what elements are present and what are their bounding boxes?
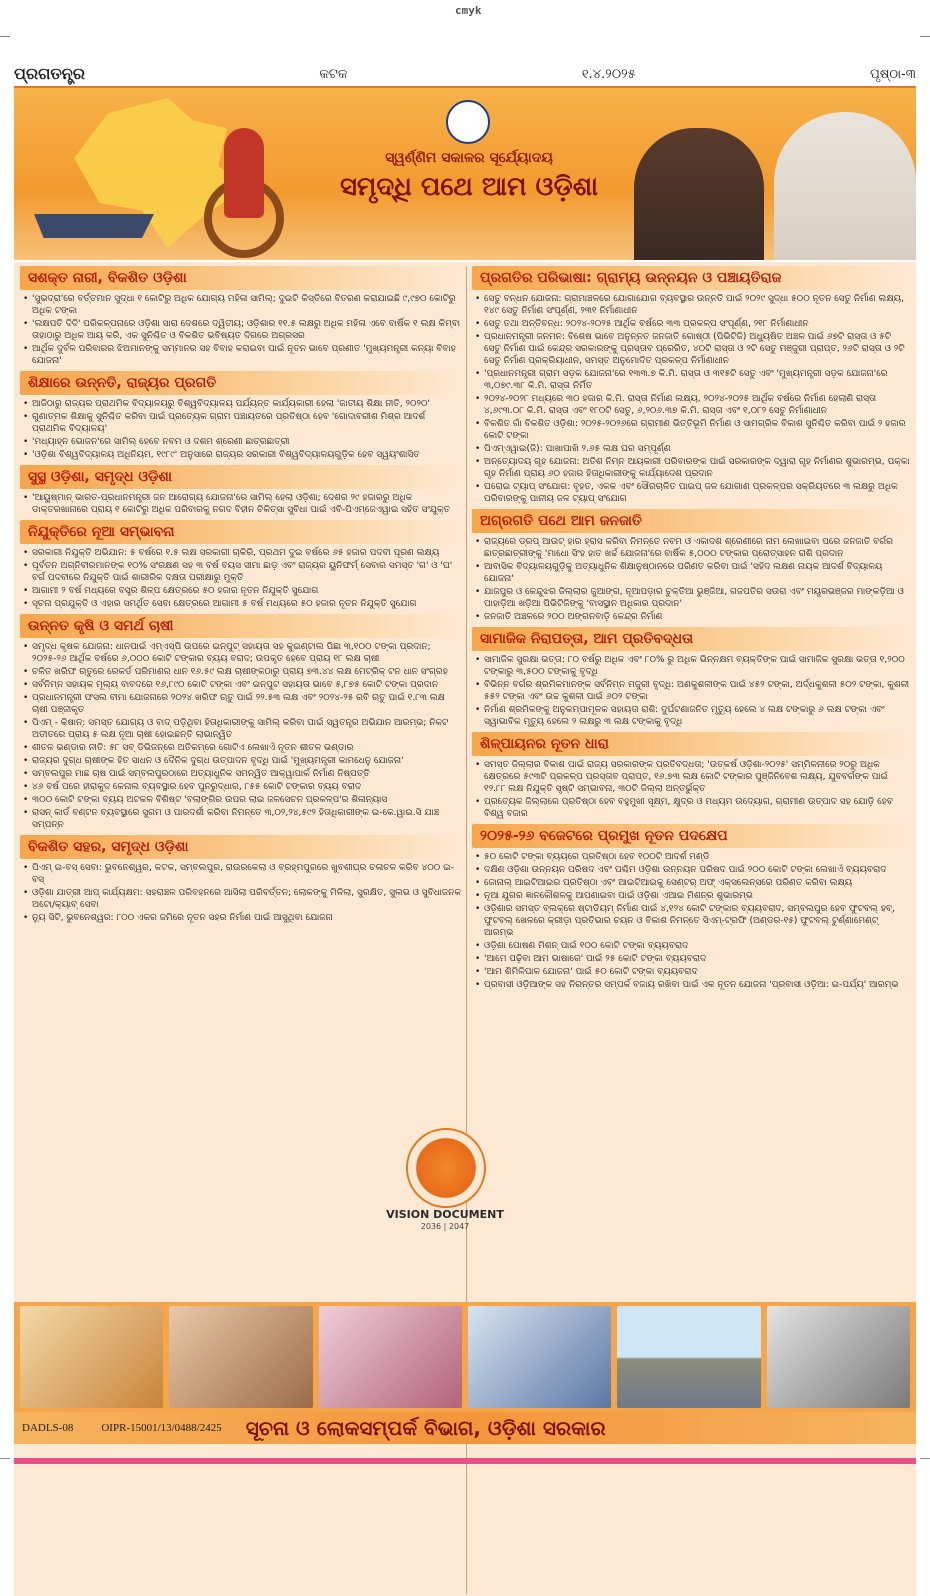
- bullet-item: • ୫୦ କୋଟି ଟଙ୍କା ବ୍ୟୟରେ ପ୍ରତିଷ୍ଠା ହେବ ୧୦୦ଟି ଆଦର୍ଶ ମଣ୍ଡି: [484, 851, 910, 863]
- bullet-item: • ସର୍ବନିମ୍ନ ସହାୟକ ମୂଲ୍ୟ ବାବଦରେ ୧୬,୮୯୦ କୋଟି ଟଙ୍କା ଏବଂ ଇନ୍‌ପୁଟ ସହାୟତା ଭାବେ ୫,୮୭୫ କୋଟି ଟଙ୍କା ପ୍ରଦାନ: [32, 679, 462, 691]
- footer-code-right: OIPR-15001/13/0488/2425: [101, 1422, 222, 1434]
- bullet-item: • ଆଜିଠାରୁ ରାଜ୍ୟର ପ୍ରାଥମିକ ବିଦ୍ୟାଳୟରୁ ବିଶ୍ୱବିଦ୍ୟାଳୟ ପର୍ଯ୍ୟନ୍ତ କାର୍ଯ୍ୟକାରୀ ହେଲା 'ଜାତୀୟ ଶିକ୍ଷା ନୀତି, ୨୦୨୦': [32, 398, 462, 410]
- bullet-item: • ଜୋନାଲ୍ ଆଇଟିଆଇର ପ୍ରତିଷ୍ଠା ଏବଂ ଆଇଟିଆଇକୁ ସେଣ୍ଟର୍ ଅଫ୍ ଏକ୍ସଲେନ୍ସରେ ପରିଣତ କରିବା ଲକ୍ଷ୍ୟ: [484, 877, 910, 889]
- event-photo: [20, 1306, 163, 1408]
- classroom-photo: [468, 1306, 611, 1408]
- department-name: ସୂଚନା ଓ ଲୋକସମ୍ପର୍କ ବିଭାଗ, ଓଡ଼ିଶା ସରକାର: [245, 1416, 606, 1440]
- bullet-item: • ଯାଜପୁର ଓ କେନ୍ଦୁଝର ଜିଲ୍ଲାର ଜୁଆଙ୍ଗ, ନୂଆପଡ଼ାର ଚୁକ୍ତିଆ ଭୁଞ୍ଜିଆ, ଗଜପତିର ସଉରା ଏବଂ ମୟୂରଭଞ୍ଜର ମାଙ୍କଡ଼ିଆ ଓ ପାହାଡ଼ିଆ ଖଡ଼ିଆ ପିଭିଟିଜିଙ୍କୁ 'ବାସସ୍ଥାନ ଅଧିକାର ପ୍ରଦାନ': [484, 586, 910, 610]
- crop-mark: [920, 36, 930, 37]
- section: [20, 465, 462, 516]
- page-footer: [14, 1412, 916, 1444]
- section: [472, 627, 910, 728]
- bullet-item: • 'ଆୟୁଷ୍ମାନ୍ ଭାରତ-ପ୍ରଧାନମନ୍ତ୍ରୀ ଜନ ଆରୋଗ୍ୟ ଯୋଜନା'ରେ ସାମିଲ୍ ହେଲା ଓଡ଼ିଶା; ଦେଶର ୨୯ ହଜାରରୁ ଅଧିକ ଡାକ୍ତରଖାନାରେ ପ୍ରାୟ ୧ କୋଟିରୁ ଅଧିକ ପରିବାରକୁ ନଗଦ ବିହୀନ ଚିକିତ୍ସା ସୁବିଧା ପାଇଁ ଏବି-ପିଏମ୍‌ଜେଏୱାଇ ସହିତ ସଂଯୁକ୍ତ: [32, 492, 462, 516]
- bullet-item: • ବିଭିନ୍ନ ବର୍ଗର ଶ୍ରମିକମାନଙ୍କ ସର୍ବନିମ୍ନ ମଜୁରୀ ବୃଦ୍ଧି: ଅଣକୁଶଳୀଙ୍କ ପାଇଁ ୪୫୨ ଟଙ୍କା, ଅର୍ଦ୍ଧକୁଶଳୀ ୫୦୨ ଟଙ୍କା, କୁଶଳୀ ୫୫୨ ଟଙ୍କା ଏବଂ ଉଚ୍ଚ କୁଶଳୀ ପାଇଁ ୬୦୨ ଟଙ୍କା: [484, 679, 910, 703]
- section: [472, 824, 910, 991]
- color-bar: [14, 1458, 916, 1464]
- banner-slogan: ସମୃଦ୍ଧି ପଥେ ଆମ ଓଡ଼ିଶା: [339, 172, 599, 202]
- section-title: ନିଯୁକ୍ତିରେ ନୂଆ ସମ୍ଭାବନା: [20, 520, 462, 544]
- section: [20, 835, 462, 924]
- bullet-item: • ଶୀତଳ ଭଣ୍ଡାର ନୀତି: ୫୮ ସବ୍ ଡିଭିଜନ୍‌ରେ ଅତିକମ୍‌ରେ ଗୋଟିଏ ଲେଖାଏଁ ନୂତନ ଶୀତଳ ଭଣ୍ଡାର: [32, 742, 462, 754]
- page-number: ପୃଷ୍ଠା-୩: [870, 66, 916, 82]
- bullet-list: [20, 547, 462, 610]
- bullet-item: • ଅନ୍ତ୍ୟୋଦୟ ଗୃହ ଯୋଜନା: ଅତିଶ ନିମ୍ନ ଆୟକାରୀ ପରିବାରଙ୍କ ପାଇଁ ସରକାରଙ୍କ ଦ୍ୱାରା ଗୃହ ନିର୍ମାଣର ଶୁଭାରମ୍ଭ, ପକ୍କା ଗୃହ ନିର୍ମାଣ ପ୍ରାୟ ୬୦ ହଜାର ହିତାଧିକାରୀଙ୍କୁ କାର୍ଯ୍ୟାଦେଶ ପ୍ରଦାନ: [484, 456, 910, 480]
- left-column: [20, 266, 462, 928]
- crop-mark: [920, 1458, 930, 1459]
- bullet-list: [20, 293, 462, 367]
- section-title: ଶିକ୍ଷାରେ ଉନ୍ନତି, ରାଜ୍ୟର ପ୍ରଗତି: [20, 371, 462, 395]
- bullet-item: • ଓଡ଼ିଶା ଯାତ୍ରୀ ଆପ୍ କାର୍ଯ୍ୟକ୍ଷମ: ସହରାଞ୍ଚଳ ପରିବହନରେ ଆସିଲା ପରିବର୍ତ୍ତନ; ଲୋକଙ୍କୁ ମିଳିଲା, ସୁରକ୍ଷିତ, ସୁଲଭ ଓ ସୁବିଧାଜନକ ଅଟୋ/କ୍ୟାବ୍ ସେବା: [32, 887, 462, 911]
- bullet-item: • ଗୁଣାତ୍ମକ ଶିକ୍ଷାକୁ ସୁନିଶ୍ଚିତ କରିବା ପାଇଁ ପ୍ରତ୍ୟେକ ଗ୍ରାମ ପଞ୍ଚାୟତରେ ପ୍ରତିଷ୍ଠା ହେବ 'ଗୋଦାବରୀଶ ମିଶ୍ର ଆଦର୍ଶ ପ୍ରାଥମିକ ବିଦ୍ୟାଳୟ': [32, 411, 462, 435]
- bullet-list: [472, 759, 910, 820]
- bullet-item: • ସମ୍ବଲପୁର ମାଛ ଚାଷ ପାଇଁ ସମ୍ବଲପୁରଠାରେ ଅତ୍ୟାଧୁନିକ ସମନ୍ୱିତ ଆକ୍ୱାପାର୍କ ନିର୍ମାଣ ନିଷ୍ପତ୍ତି: [32, 768, 462, 780]
- prime-minister-photo: [774, 112, 916, 260]
- bullet-item: • ଦକ୍ଷିଣ ଓଡ଼ିଶା ଉନ୍ନୟନ ପରିଷଦ ଏବଂ ପଶ୍ଚିମ ଓଡ଼ିଶା ଉନ୍ନୟନ ପରିଷଦ ପାଇଁ ୨୦୦ କୋଟି ଟଙ୍କା ଲେଖାଏଁ ବ୍ୟୟବରାଦ: [484, 864, 910, 876]
- bullet-item: • 'ଆମେ ପଢ଼ିବା ଆମ ଭାଷାରେ' ପାଇଁ ୨୫ କୋଟି ଟଙ୍କା ବ୍ୟୟବରାଦ: [484, 953, 910, 965]
- registration-mark-top: cmyk: [455, 4, 482, 17]
- bullet-item: • ଘରୋଇ ଟ୍ୟାପ୍ ସଂଯୋଗ: ବୃହତ, ଏକକ ଏବଂ ସୌରଚାଳିତ ପାଇପ୍ ଜଳ ଯୋଗାଣ ପ୍ରକଳ୍ପର ସକ୍ରିୟତରେ ୩ ଲକ୍ଷରୁ ଅଧିକ ପରିବାରଙ୍କୁ ପାନୀୟ ଜଳ ଟ୍ୟାପ୍ ସଂଯୋଗ: [484, 481, 910, 505]
- bullet-list: [472, 654, 910, 728]
- vision-document-badge: [376, 1128, 514, 1246]
- bullet-item: • ସେତୁ ବନ୍ଧନ ଯୋଜନା: ଗ୍ରାମାଞ୍ଚଳରେ ଯୋଗାଯୋଗ ବ୍ୟବସ୍ଥାର ଉନ୍ନତି ପାଇଁ ୨୦୨୯ ସୁଦ୍ଧା ୫୦୦ ନୂତନ ସେତୁ ନିର୍ମାଣ ଲକ୍ଷ୍ୟ, ୧୪୯ ସେତୁ ନିର୍ମାଣ ସଂପୂର୍ଣ୍ଣ, ୨୩୧ ନିର୍ମାଣାଧୀନ: [484, 293, 910, 317]
- bridge-photo: [617, 1306, 760, 1408]
- bullet-item: • 'ପ୍ରଧାନମନ୍ତ୍ରୀ ଗ୍ରାମ ସଡ଼କ ଯୋଜନା'ରେ ୧୩୩.୭ କି.ମି. ରାସ୍ତା ଓ ୩୧୫ଟି ସେତୁ ଏବଂ 'ମୁଖ୍ୟମନ୍ତ୍ରୀ ସଡ଼କ ଯୋଜନା'ରେ ୩,୦୭୯.୩୮ କି.ମି. ରାସ୍ତା ନିର୍ମିତ: [484, 368, 910, 392]
- bullet-item: • ପ୍ରଧାନମନ୍ତ୍ରୀ ଜନମନ: ବିଶେଷ ଭାବେ ଅନୁନ୍ନତ ଜନଜାତି ଗୋଷ୍ଠୀ (ପିଭିଟିଜି) ଅଧ୍ୟୁଷିତ ଅଞ୍ଚଳ ପାଇଁ ୬୭ଟି ରାସ୍ତା ଓ ୫ଟି ସେତୁ ନିର୍ମାଣ ପାଇଁ କେନ୍ଦ୍ର ସରକାରଙ୍କୁ ପ୍ରସ୍ତାବ ପ୍ରେରିତ, ୪୦ଟି ରାସ୍ତା ଓ ୨ଟି ସେତୁ ମଞ୍ଜୁରୀ ପ୍ରାପ୍ତ, ୨୬ଟି ରାସ୍ତା ଓ ୨ଟି ସେତୁ ନିର୍ମାଣ ପ୍ରକ୍ରିୟାଧୀନ, ସମସ୍ତ ଅନୁମୋଦିତ ପ୍ରକଳ୍ପ ନିର୍ମାଣାଧୀନ: [484, 331, 910, 367]
- bullet-item: • ପିଏମ୍‌ଏୱାଇ(ଜି): ପାଖାପାଖି ୨.୬୫ ଲକ୍ଷ ଘର ସମ୍ପୂର୍ଣ୍ଣ: [484, 443, 910, 455]
- bullet-item: • ସେତୁ ତଥା ଅନ୍ତିବନ୍ଧ: ୨୦୨୪-୨୦୨୫ ଆର୍ଥିକ ବର୍ଷରେ ୩୩ ପ୍ରକଳ୍ପ ସଂପୂର୍ଣ୍ଣ, ୨୧୮ ନିର୍ମାଣାଧୀନ: [484, 318, 910, 330]
- bullet-list: [20, 492, 462, 516]
- bullet-item: • 'ମଧ୍ୟାହ୍ନ ଭୋଜନ'ରେ ସାମିଲ୍ ହେବେ ନବମ ଓ ଦଶମ ଶ୍ରେଣୀ ଛାତ୍ରଛାତ୍ରୀ: [32, 436, 462, 448]
- bullet-item: • ୩୦୦ କୋଟି ଟଙ୍କା ବ୍ୟୟ ଅଟକଳ ବିଶିଷ୍ଟ 'ବଲାଙ୍ଗିର ଉପର ଲାଇ ଜଳସେଚନ ପ୍ରକଳ୍ପ'ର ଶିଳାନ୍ୟାସ: [32, 794, 462, 806]
- bullet-list: [472, 293, 910, 505]
- section-title: ପ୍ରଗତିର ପରିଭାଷା: ଗ୍ରାମ୍ୟ ଉନ୍ନୟନ ଓ ପଞ୍ଚାୟତିରାଜ: [472, 266, 910, 290]
- bullet-item: • ଚଳିତ ଖରିଫ ଋତୁରେ ରେକର୍ଡ ପରିମାଣର ଧାନ ୧୬.୫୯ ଲକ୍ଷ ଚାଷୀଙ୍କଠାରୁ ପ୍ରାୟ ୭୩.୪୪ ଲକ୍ଷ ମେଟ୍ରିକ୍ ଟନ ଧାନ ସଂଗ୍ରହ: [32, 666, 462, 678]
- banner-tagline: ସ୍ୱର୍ଣ୍ଣିମ ସକାଳର ସୂର୍ଯ୍ୟୋଦୟ: [385, 150, 553, 166]
- section: [20, 614, 462, 831]
- section: [472, 509, 910, 623]
- crop-mark: [0, 36, 10, 37]
- bullet-item: • ପ୍ରଧାନମନ୍ତ୍ରୀ ଫସଲ ବୀମା ଯୋଜନାରେ ୨୦୨୪ ଖରିଫ ଋତୁ ପାଇଁ ୨୨.୫୩ ଲକ୍ଷ ଏବଂ ୨୦୨୪-୨୫ ରବି ଋତୁ ପାଇଁ ୧.୮୩ ଲକ୍ଷ ଚାଷୀ ପଞ୍ଜୀକୃତ: [32, 692, 462, 716]
- bullet-item: • ରାଜ୍ୟରେ ଡ୍ରପ୍ ଆଉଟ୍ ହାର ହ୍ରାସ କରିବା ନିମନ୍ତେ ନବମ ଓ ଏକାଦଶ ଶ୍ରେଣୀରେ ନାମ ଲେଖାଇବା ପରେ ଜନଜାତି ବର୍ଗର ଛାତ୍ରଛାତ୍ରୀଙ୍କୁ 'ମାଧୋ ସିଂହ ହାତ ଖର୍ଚ୍ଚ ଯୋଜନା'ରେ ବାର୍ଷିକ ୫,୦୦୦ ଟଙ୍କାର ପ୍ରୋତ୍ସାହନ ରାଶି ପ୍ରଦାନ: [484, 536, 910, 560]
- bullet-item: • ସାମାଜିକ ସୁରକ୍ଷା ଭତ୍ତା: ୮୦ ବର୍ଷରୁ ଅଧିକ ଏବଂ ୮୦% ରୁ ଅଧିକ ଭିନ୍ନକ୍ଷମ ବ୍ୟକ୍ତିଙ୍କ ପାଇଁ ସାମାଜିକ ସୁରକ୍ଷା ଭତ୍ତା ୧,୨୦୦ ଟଙ୍କାରୁ ୩,୫୦୦ ଟଙ୍କାକୁ ବୃଦ୍ଧି: [484, 654, 910, 678]
- bullet-item: • ଓଡ଼ିଶାର ସମସ୍ତ ବ୍ଲକ୍‌ରେ ଷ୍ଟାଡିୟମ୍ ନିର୍ମାଣ ପାଇଁ ୪,୧୨୪ କୋଟି ଟଙ୍କାର ବ୍ୟୟବରାଦ, ସମ୍ବଲପୁର ହେବ ଫୁଟବଲ୍ ହବ୍, ଫୁଟବଲ୍ ଖେଳରେ କ୍ରୀଡ଼ା ପ୍ରତିଭାର ଚୟନ ଓ ବିକାଶ ନିମନ୍ତେ ସିଏମ୍-ଟ୍ରଫି (ଅଣ୍ଡର-୧୫) ଫୁଟବଲ୍ ଟୁର୍ଣ୍ଣାମେଣ୍ଟ୍ ଆରମ୍ଭ: [484, 903, 910, 939]
- bullet-list: [20, 641, 462, 831]
- right-column: [472, 266, 910, 995]
- bullet-item: • ସମୃଦ୍ଧ କୃଷକ ଯୋଜନା: ଧାନପାଇଁ ଏମ୍‌ଏସ୍‌ପି ଉପରେ ଇନ୍‌ପୁଟ୍ ସହାୟତା ସହ କୁଇଣ୍ଟାଲ ପିଛା ୩,୧୦୦ ଟଙ୍କା ପ୍ରଦାନ; ୨୦୨୫-୨୬ ଆର୍ଥିକ ବର୍ଷରେ ୬,୦୦୦ କୋଟି ଟଙ୍କାର ବ୍ୟୟ ବରାଦ; ଉପକୃତ ହେବେ ପ୍ରାୟ ୧୮ ଲକ୍ଷ ଚାଷୀ: [32, 641, 462, 665]
- bullet-item: • ବିକଶିତ ଗାଁ ବିକଶିତ ଓଡ଼ିଶା: ୨୦୨୫-୨୦୨୬ରେ ଗ୍ରାମୀଣ ଭିତ୍ତିଭୂମି ନିର୍ମାଣ ଓ ସାମଗ୍ରିକ ବିକାଶ ସୁନିଶ୍ଚିତ କରିବା ପାଇଁ ୨ ହଜାର କୋଟି ଟଙ୍କା: [484, 418, 910, 442]
- bullet-item: • ରାଜ୍ୟର ଦୁଗ୍ଧ ଚାଷୀଙ୍କ ହିତ ସାଧନ ଓ ଦୈନିକ ଦୁଗ୍ଧ ଉତ୍ପାଦନ ବୃଦ୍ଧି ପାଇଁ 'ମୁଖ୍ୟମନ୍ତ୍ରୀ କାମଧେନୁ ଯୋଜନା': [32, 755, 462, 767]
- bullet-item: • 'ଆମ ଶିମିଳିପାଳ ଯୋଜନା' ପାଇଁ ୫୦ କୋଟି ଟଙ୍କା ବ୍ୟୟବରାଦ: [484, 966, 910, 978]
- event-photo: [319, 1306, 462, 1408]
- event-photo: [169, 1306, 312, 1408]
- photo-strip: [14, 1302, 916, 1412]
- bullet-item: • ନୂଆ ଯୁଗର ଜ୍ଞାନକୌଶଳକୁ ଆପଣାଇବା ପାଇଁ ଓଡ଼ିଶା ଏଆଇ ମିଶନ୍‌ର ଶୁଭାରମ୍ଭ: [484, 890, 910, 902]
- section: [472, 266, 910, 505]
- bullet-item: • ଆବାସିକ ବିଦ୍ୟାଳୟଗୁଡ଼ିକୁ ଅତ୍ୟାଧୁନିକ ଶିକ୍ଷାନୁଷ୍ଠାନରେ ପରିଣତ କରିବା ପାଇଁ 'ସହିଦ ଲକ୍ଷଣ ନାୟକ ଆଦର୍ଶ ବିଦ୍ୟାଳୟ ଯୋଜନା': [484, 561, 910, 585]
- crop-mark: [0, 1458, 10, 1459]
- section-title: ଶିଳ୍ପାୟନର ନୂତନ ଧାରା: [472, 732, 910, 756]
- vision-emblem-icon: [406, 1128, 486, 1208]
- odisha-govt-emblem: [446, 100, 490, 144]
- hero-banner: [14, 88, 916, 260]
- section: [20, 520, 462, 610]
- bullet-item: • ନିର୍ମାଣ ଶ୍ରମିକଙ୍କୁ ଅନୁକମ୍ପାମୂଳକ ସହାୟତା ରାଶି: ଦୁର୍ଘଟଣାଜନିତ ମୃତ୍ୟୁ ହେଲେ ୪ ଲକ୍ଷ ଟଙ୍କାରୁ ୬ ଲକ୍ଷ ଟଙ୍କା ଏବଂ ସ୍ୱାଭାବିକ ମୃତ୍ୟୁ ହେଲେ ୨ ଲକ୍ଷରୁ ୩ ଲକ୍ଷ ଟଙ୍କାକୁ ବୃଦ୍ଧି: [484, 704, 910, 728]
- vision-title: VISION DOCUMENT: [386, 1208, 504, 1221]
- vision-years: 2036 | 2047: [420, 1222, 470, 1231]
- section: [472, 732, 910, 820]
- bullet-item: • ଆର୍ଥିକ ଦୁର୍ବଳ ପରିବାରର ଝିଅମାନଙ୍କୁ ସମ୍ମାନର ସହ ବିବାହ କରାଇବା ପାଇଁ ନୂତନ ଭାବେ ପ୍ରଣୀତ 'ମୁଖ୍ୟମନ୍ତ୍ରୀ କନ୍ୟା ବିବାହ ଯୋଜନା': [32, 343, 462, 367]
- bullet-item: • ସୂଚନା ପ୍ରଯୁକ୍ତି ଓ ଏହାର ସମର୍ଥିତ ସେବା କ୍ଷେତ୍ରରେ ଆଗାମୀ ୫ ବର୍ଷ ମଧ୍ୟରେ ୫୦ ହଜାର ନୂତନ ନିଯୁକ୍ତି ସୁଯୋଗ: [32, 598, 462, 610]
- section: [20, 266, 462, 367]
- bullet-item: • ନ୍ୟୁ ସିଟି, ଭୁବନେଶ୍ୱର: ୮୦୦ ଏକର ଜମିରେ ନୂତନ ସହର ନିର୍ମାଣ ପାଇଁ ଆସୁଥିବା ଯୋଜନା: [32, 912, 462, 924]
- section: [20, 371, 462, 461]
- bullet-item: • ୨୦୨୪-୨୦୨୮ ମଧ୍ୟରେ ୩୦ ହଜାର କି.ମି. ରାସ୍ତା ନିର୍ମାଣ ଲକ୍ଷ୍ୟ, ୨୦୨୪-୨୦୨୫ ଆର୍ଥିକ ବର୍ଷରେ ନିର୍ମାଣ ହେଲାଣି ରାସ୍ତା ୪,୬୯୩.୦୮ କି.ମି. ରାସ୍ତା ଏବଂ ୧୮୦ଟି ସେତୁ, ୬,୨୦୬.୩୭ କି.ମି. ରାସ୍ତା ଏବଂ ୧,୦୮୨ ସେତୁ ନିର୍ମାଣାଧୀନ: [484, 393, 910, 417]
- section-title: ୨୦୨୫-୨୬ ବଜେଟରେ ପ୍ରମୁଖ ନୂତନ ପଦକ୍ଷେପ: [472, 824, 910, 848]
- bullet-item: • ଓଡ଼ିଶା ପୋଷଣ ମିଶନ୍ ପାଇଁ ୧୦୦ କୋଟି ଟଙ୍କା ବ୍ୟୟବରାଦ: [484, 940, 910, 952]
- bullet-item: • ପିଏମ୍ ଇ-ବସ୍ ସେବା: ଭୁବନେଶ୍ୱର, କଟକ, ସମ୍ବଲପୁର, ରାଉରକେଲା ଓ ବ୍ରହ୍ମପୁରରେ ଖୁବଶୀଘ୍ର ଚଳାଚଳ କରିବ ୪୦୦ ଇ-ବସ୍: [32, 862, 462, 886]
- bullet-list: [472, 851, 910, 991]
- section-title: ଅଗ୍ରଗତି ପଥେ ଆମ ଜନଜାତି: [472, 509, 910, 533]
- city-label: କଟକ: [319, 66, 348, 82]
- bullet-list: [20, 398, 462, 461]
- industry-photo: [767, 1306, 910, 1408]
- bullet-item: • ଜନଜାତି ଅଞ୍ଚଳରେ ୨୦୦ ଅଙ୍ଗନବାଡ଼ି କେନ୍ଦ୍ର ନିର୍ମାଣ: [484, 611, 910, 623]
- bullet-item: • 'ଲକ୍ଷପତି ଦିଦି' ପରିକଳ୍ପନାରେ ଓଡ଼ିଶା ସାରା ଦେଶରେ ଦ୍ୱିତୀୟ; ଓଡ଼ିଶାର ୧୧.୫ ଲକ୍ଷରୁ ଅଧିକ ମହିଳା ଏବେ ବାର୍ଷିକ ୧ ଲକ୍ଷ କିମ୍ବା ତାହାଠାରୁ ଅଧିକ ଆୟ କରି, ଏକ ସୁନିଶ୍ଚିତ ଓ ବିକଶିତ ଭବିଷ୍ୟତ ଦିଗରେ ଅଗ୍ରସର: [32, 318, 462, 342]
- footer-code-left: DADLS-08: [22, 1422, 74, 1434]
- bullet-item: • 'ସୁଭଦ୍ରା'ରେ ବର୍ତ୍ତମାନ ସୁଦ୍ଧା ୧ କୋଟିରୁ ଅଧିକ ଯୋଗ୍ୟ ମହିଳା ସାମିଲ୍; ଦୁଇଟି କିସ୍ତିରେ ବିତରଣ କରାଯାଇଛି ୯,୯୭୦ କୋଟିରୁ ଅଧିକ ଟଙ୍କା: [32, 293, 462, 317]
- bullet-item: • ଆଗାମୀ ୨ ବର୍ଷ ମଧ୍ୟରେ ବସ୍ତ୍ର ଶିଳ୍ପ କ୍ଷେତ୍ରରେ ୫୦ ହଜାର ନୂତନ ନିଯୁକ୍ତି ସୁଯୋଗ: [32, 585, 462, 597]
- bullet-item: • ପୂର୍ବତନ ଅଗ୍ନିବୀରମାନଙ୍କ ୧୦% ସଂରକ୍ଷଣ ସହ ୩ ବର୍ଷ ବୟସ ସୀମା ଛାଡ଼ ଏବଂ ରାଜ୍ୟର ୟୁନିଫର୍ମ୍ ସେବାର ସମସ୍ତ 'ଗ' ଓ 'ଘ' ବର୍ଗ ପଦବୀରେ ନିଯୁକ୍ତି ପାଇଁ ଶାରୀରିକ ଦକ୍ଷତା ପରୀକ୍ଷାରୁ ମୁକ୍ତି: [32, 560, 462, 584]
- section-title: ଉନ୍ନତ କୃଷି ଓ ସମର୍ଥ ଚାଷୀ: [20, 614, 462, 638]
- bullet-item: • ପ୍ରବାସୀ ଓଡ଼ିଆଙ୍କ ସହ ନିରନ୍ତର ସମ୍ପର୍କ ବଜାୟ ରଖିବା ପାଇଁ ଏକ ନୂତନ ଯୋଜନା 'ପ୍ରବାସୀ ଓଡ଼ିଆ: ଇ-ପର୍ଯ୍ୟ' ଆରମ୍ଭ: [484, 979, 910, 991]
- chief-minister-photo: [634, 128, 764, 260]
- bullet-item: • ପ୍ରତ୍ୟେକ ଜିଲ୍ଲାରେ ପ୍ରତିଷ୍ଠା ହେବ ବହୁମୁଖୀ ସୂକ୍ଷ୍ମ, କ୍ଷୁଦ୍ର ଓ ମଧ୍ୟମ ଉଦ୍ୟୋଗ, ଗ୍ରାମୀଣ ଉତ୍ପାଦ ସହ ଯୋଡ଼ି ହେବ ବିଶ୍ୱ ବଜାର: [484, 796, 910, 820]
- bullet-item: • ରାସନ୍ କାର୍ଡ ବଣ୍ଟନ ବ୍ୟବସ୍ଥାରେ ସୁଗମ ଓ ପାରଦର୍ଶୀ କରିବା ନିମନ୍ତେ ୩,୦୨,୨୪,୫୯୨ ହିତାଧିକାରୀଙ୍କ ଇ-କେ.ୱାଇ.ସି ଯାଞ୍ଚ ସମ୍ପନ୍ନ: [32, 807, 462, 831]
- newspaper-name: ପ୍ରଗତନ୍ତ୍ର: [14, 64, 85, 83]
- bullet-item: • ସମସ୍ତ ଜିଲ୍ଲାର ବିକାଶ ପାଇଁ ରାଜ୍ୟ ସରକାରଙ୍କ ପ୍ରତିବଦ୍ଧତା; 'ଉତ୍କର୍ଷ ଓଡ଼ିଶା-୨୦୨୫' ସମ୍ମିଳନୀରେ ୨୦ରୁ ଅଧିକ କ୍ଷେତ୍ରରେ ୫୯୩ଟି ପ୍ରକଳ୍ପ ପ୍ରସ୍ତାବ ପ୍ରାପ୍ତ, ୧୬.୭୩ ଲକ୍ଷ କୋଟି ଟଙ୍କାର ପୁଞ୍ଜିନିବେଶ ଲକ୍ଷ୍ୟ, ଯୁବବର୍ଗଙ୍କ ପାଇଁ ୧୨.୮୮ ଲକ୍ଷ ନିଯୁକ୍ତି ସୃଷ୍ଟି ସମ୍ଭାବନା, ୩୦ଟି ଜିଲ୍ଲା ଅନ୍ତର୍ଭୁକ୍ତ: [484, 759, 910, 795]
- bullet-list: [20, 862, 462, 924]
- bullet-item: • ୪୬ ବର୍ଷ ପରେ ହୀରାକୁଦ କେନାଲ ବ୍ୟବସ୍ଥାର ହେବ ପୁନରୁଦ୍ଧାର, ୮୫୫ କୋଟି ଟଙ୍କାର ବ୍ୟୟ ବରାଦ: [32, 781, 462, 793]
- section-title: ସୁସ୍ଥ ଓଡ଼ିଶା, ସମୃଦ୍ଧ ଓଡ଼ିଶା: [20, 465, 462, 489]
- section-title: ସଶକ୍ତ ନାରୀ, ବିକଶିତ ଓଡ଼ିଶା: [20, 266, 462, 290]
- bullet-item: • 'ଓଡ଼ିଶା ବିଶ୍ୱବିଦ୍ୟାଳୟ ଅଧିନିୟମ, ୧୯୮୯' ଅନୁସାରେ ରାଜ୍ୟର ସରକାରୀ ବିଶ୍ୱବିଦ୍ୟାଳୟଗୁଡ଼ିକ ହେବ ସ୍ୱୟଂଶାସିତ: [32, 449, 462, 461]
- bullet-item: • ସରକାରୀ ନିଯୁକ୍ତି ଅଭିଯାନ: ୫ ବର୍ଷରେ ୧.୫ ଲକ୍ଷ ସରକାରୀ ଚାକିରି, ପ୍ରଥମ ଦୁଇ ବର୍ଷରେ ୬୫ ହଜାର ପଦବୀ ପୂରଣ ଲକ୍ଷ୍ୟ: [32, 547, 462, 559]
- section-title: ସାମାଜିକ ନିରାପତ୍ତା, ଆମ ପ୍ରତିବଦ୍ଧତା: [472, 627, 910, 651]
- section-title: ବିକଶିତ ସହର, ସମୃଦ୍ଧ ଓଡ଼ିଶା: [20, 835, 462, 859]
- date-label: ୧.୪.୨୦୨୫: [581, 66, 636, 82]
- bullet-item: • ପିଏମ୍ - କିଷାନ୍: ସମସ୍ତ ଯୋଗ୍ୟ ଓ ବାଦ୍ ପଡ଼ିଥିବା ହିତାଧିକାରୀଙ୍କୁ ସାମିଲ୍ କରିବା ପାଇଁ ସ୍ୱତନ୍ତ୍ର ଅଭିଯାନ ଆରମ୍ଭ; ନିକଟ ଅତୀତରେ ପ୍ରାୟ ୫ ଲକ୍ଷ ନୂଆ ଚାଷୀ ହୋଇଛନ୍ତି ଲାଭାନ୍ୱିତ: [32, 717, 462, 741]
- odissi-dancer-image: [224, 128, 264, 218]
- page-header: [14, 62, 916, 88]
- bullet-list: [472, 536, 910, 623]
